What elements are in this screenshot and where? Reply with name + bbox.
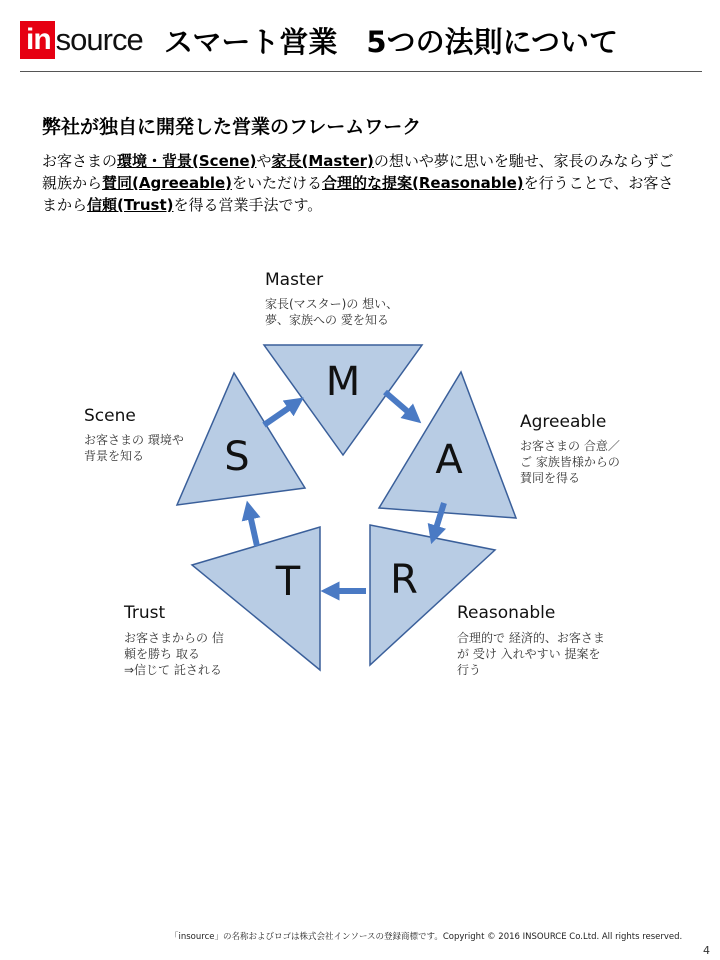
node-desc-line: ⇒信じて 託される — [124, 663, 222, 677]
section-subtitle: 弊社が独自に開発した営業のフレームワーク — [42, 116, 422, 138]
node-desc-line: お客さまの 環境や — [84, 433, 184, 447]
header-divider — [20, 71, 702, 72]
node-desc-scene — [84, 432, 184, 464]
node-desc-line: 賛同を得る — [520, 471, 581, 485]
node-desc-line: 夢、家族への 愛を知る — [265, 313, 389, 327]
cycle-arrow-s-to-m — [264, 403, 296, 425]
page-title: スマート営業 5つの法則について — [164, 25, 619, 59]
page-number: 4 — [703, 944, 710, 957]
key-term: 賛同(Agreeable) — [102, 174, 232, 192]
letter-m: M — [325, 359, 361, 405]
desc-text: をいただける — [232, 174, 323, 192]
node-name-trust: Trust — [124, 603, 166, 623]
node-desc-agreeable — [520, 438, 620, 486]
cycle-arrow-m-to-a — [385, 392, 414, 417]
key-term: 家長(Master) — [271, 152, 374, 170]
logo-source-text: source — [55, 22, 143, 57]
desc-text: お客さまの — [42, 152, 118, 170]
desc-text: を行うことで、お客さまから — [42, 174, 674, 214]
section-description — [42, 150, 682, 216]
node-name-reasonable: Reasonable — [457, 603, 556, 623]
desc-text: や — [256, 152, 272, 170]
node-desc-line: お客さまからの 信 — [124, 631, 224, 645]
company-logo — [20, 20, 143, 60]
key-term: 環境・背景(Scene) — [117, 152, 257, 170]
node-desc-master — [265, 296, 398, 328]
node-desc-line: 家長(マスター)の 想い、 — [265, 297, 399, 311]
cycle-arrow-t-to-s — [249, 510, 257, 546]
node-desc-line: 行う — [457, 663, 482, 677]
node-desc-line: が 受け 入れやすい 提案を — [457, 647, 601, 661]
node-desc-line: 合理的で 経済的、お客さま — [457, 631, 605, 645]
key-term: 合理的な提案(Reasonable) — [322, 174, 524, 192]
node-name-master: Master — [265, 270, 324, 290]
node-desc-line: 背景を知る — [84, 449, 145, 463]
node-name-agreeable: Agreeable — [520, 412, 607, 432]
copyright-footer: 「insource」の名称およびロゴは株式会社インソースの登録商標です。Copyright © 2016 INSOURCE Co.Ltd. All rights reserved. — [170, 932, 683, 942]
key-term: 信頼(Trust) — [87, 196, 174, 214]
desc-text: を得る営業手法です。 — [173, 196, 323, 214]
letter-s: S — [224, 434, 250, 480]
letter-r: R — [390, 557, 418, 603]
node-desc-trust — [124, 630, 224, 678]
smart-framework-diagram — [0, 250, 720, 710]
node-name-scene: Scene — [84, 406, 136, 426]
node-desc-line: お客さまの 合意／ — [520, 439, 620, 453]
node-desc-line: 頼を勝ち 取る — [124, 647, 200, 661]
letter-t: T — [275, 559, 301, 605]
node-desc-line: ご 家族皆様からの — [520, 455, 620, 469]
logo-in-mark: in — [20, 21, 55, 59]
letter-a: A — [435, 437, 463, 483]
desc-text: の想いや夢に思いを馳せ、家長のみならずご親族から — [42, 152, 674, 192]
node-desc-reasonable — [457, 630, 605, 678]
